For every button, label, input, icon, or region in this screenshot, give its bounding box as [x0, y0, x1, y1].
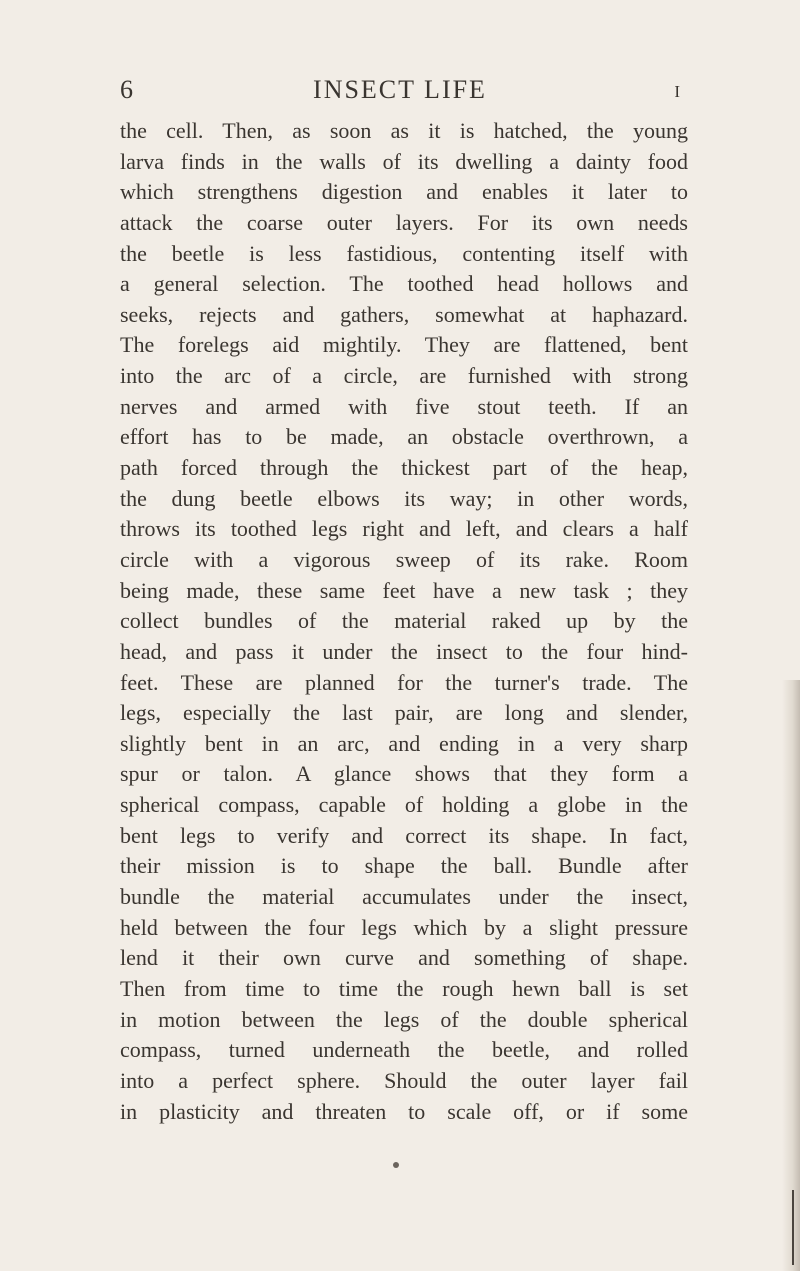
- text-line: attack the coarse outer layers. For its own needs: [120, 209, 688, 235]
- text-line: in plasticity and threaten to scale off, or if some: [120, 1098, 688, 1124]
- text-line: bundle the material accumulates under the insect,: [120, 884, 688, 910]
- body-text: [120, 116, 688, 1127]
- text-line: bent legs to verify and correct its shape. In fact,: [120, 822, 688, 848]
- text-line: in motion between the legs of the double spherical: [120, 1006, 688, 1032]
- text-line: legs, especially the last pair, are long and slender,: [120, 700, 688, 726]
- signature-mark: I: [674, 82, 680, 101]
- text-line: being made, these same feet have a new task ; they: [120, 577, 688, 603]
- text-line: The forelegs aid mightily. They are flattened, bent: [120, 332, 688, 358]
- running-head: [120, 70, 680, 110]
- page-edge-line: [792, 1190, 794, 1265]
- text-line: into the arc of a circle, are furnished with strong: [120, 363, 688, 389]
- text-line: their mission is to shape the ball. Bundle after: [120, 853, 688, 879]
- page-edge-shadow: [782, 680, 800, 1271]
- text-line: seeks, rejects and gathers, somewhat at haphazard.: [120, 301, 688, 327]
- text-line: circle with a vigorous sweep of its rake. Room: [120, 546, 688, 572]
- text-line: larva finds in the walls of its dwelling a dainty food: [120, 148, 688, 174]
- text-line: slightly bent in an arc, and ending in a very sharp: [120, 730, 688, 756]
- text-line: the beetle is less fastidious, contenting itself with: [120, 240, 688, 266]
- text-line: the dung beetle elbows its way; in other words,: [120, 485, 688, 511]
- text-line: head, and pass it under the insect to the four hind-: [120, 638, 688, 664]
- text-line: into a perfect sphere. Should the outer layer fail: [120, 1067, 688, 1093]
- text-line: spur or talon. A glance shows that they form a: [120, 761, 688, 787]
- text-line: nerves and armed with five stout teeth. If an: [120, 393, 688, 419]
- text-line: held between the four legs which by a slight pressure: [120, 914, 688, 940]
- text-line: throws its toothed legs right and left, and clears a half: [120, 516, 688, 542]
- text-line: path forced through the thickest part of the heap,: [120, 455, 688, 481]
- page-number: 6: [120, 75, 133, 104]
- text-line: which strengthens digestion and enables it later to: [120, 179, 688, 205]
- text-line: compass, turned underneath the beetle, and rolled: [120, 1037, 688, 1063]
- text-line: collect bundles of the material raked up by the: [120, 608, 688, 634]
- text-line: spherical compass, capable of holding a globe in the: [120, 792, 688, 818]
- running-title: INSECT LIFE: [313, 75, 487, 104]
- printer-dot-mark: [393, 1162, 399, 1168]
- text-line: effort has to be made, an obstacle overthrown, a: [120, 424, 688, 450]
- text-line: Then from time to time the rough hewn ball is set: [120, 975, 688, 1001]
- text-line: the cell. Then, as soon as it is hatched, the young: [120, 118, 688, 143]
- text-line: a general selection. The toothed head hollows and: [120, 271, 688, 297]
- text-line: feet. These are planned for the turner's trade. The: [120, 669, 688, 695]
- text-line: lend it their own curve and something of shape.: [120, 945, 688, 971]
